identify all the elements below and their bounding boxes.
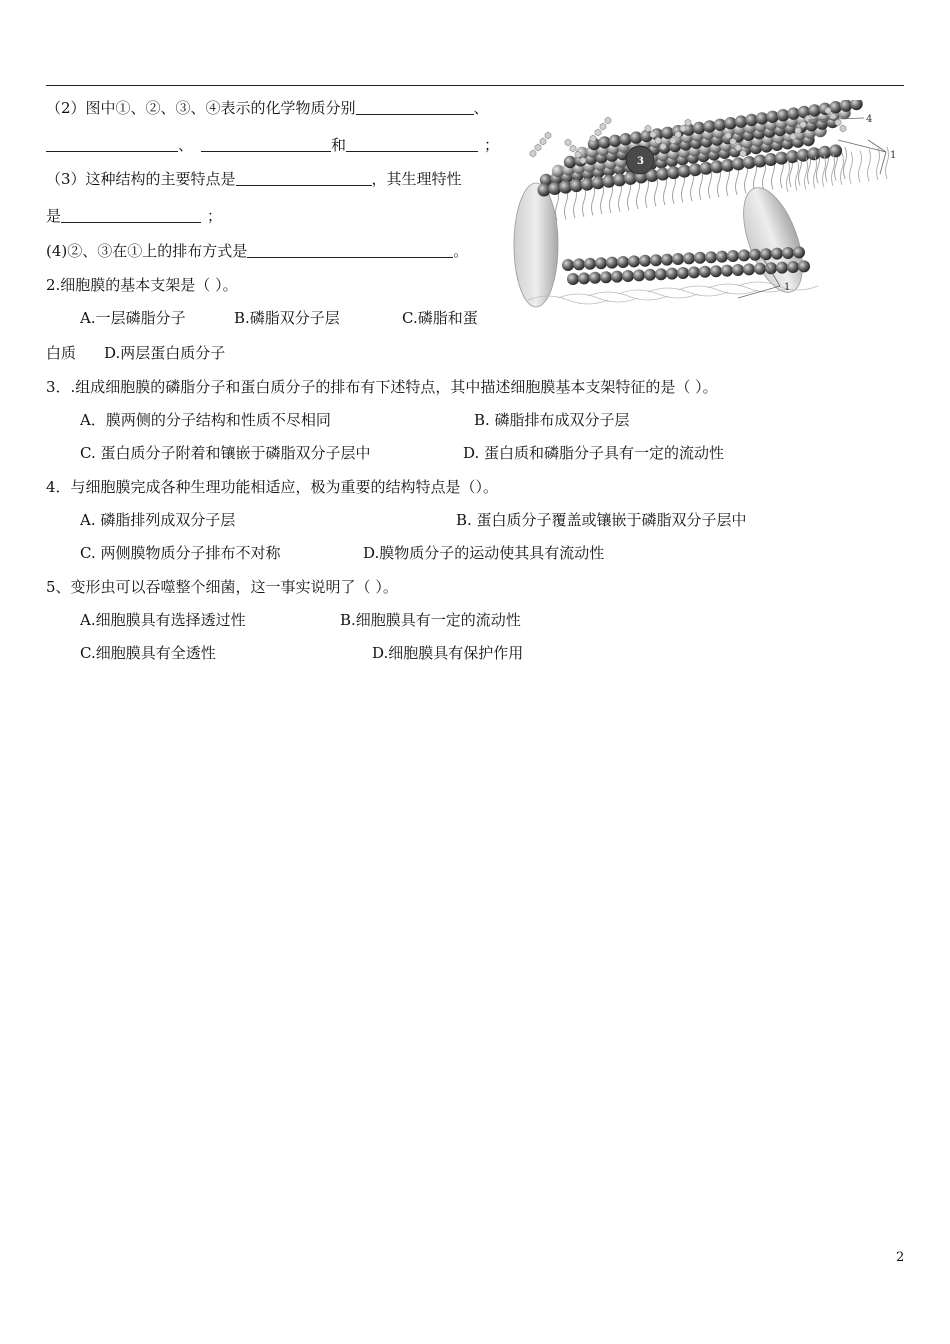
q1-part2-lead: （2）图中①、②、③、④表示的化学物质分别 — [46, 99, 356, 117]
q5-option-d: D.细胞膜具有保护作用 — [372, 644, 524, 662]
q3-option-c: C. 蛋白质分子附着和镶嵌于磷脂双分子层中 — [80, 444, 371, 462]
answer-blank-3[interactable] — [201, 136, 331, 152]
q3-stem: 3．.组成细胞膜的磷脂分子和蛋白质分子的排布有下述特点，其中描述细胞膜基本支架特征的是（ ）。 — [46, 378, 718, 396]
answer-blank-6[interactable] — [61, 207, 201, 223]
header-rule — [46, 85, 904, 86]
q1-part4-line — [46, 241, 468, 261]
q1-part3-line2 — [46, 206, 222, 226]
q1-part2-line2 — [46, 135, 499, 155]
membrane-bilayer — [514, 100, 889, 307]
q5-option-c: C.细胞膜具有全透性 — [80, 644, 216, 662]
q5-stem: 5、变形虫可以吞噬整个细菌，这一事实说明了（ ）。 — [46, 578, 398, 596]
answer-blank-1[interactable] — [356, 99, 474, 115]
q3-option-a: A．膜两侧的分子结构和性质不尽相同 — [80, 411, 331, 429]
cell-membrane-diagram — [508, 100, 910, 315]
q4-option-a: A. 磷脂排列成双分子层 — [80, 511, 236, 529]
q1-part4-end: 。 — [453, 242, 469, 260]
answer-blank-7[interactable] — [247, 242, 453, 258]
q1-part3-lead: （3）这种结构的主要特点是 — [46, 170, 236, 188]
answer-blank-2[interactable] — [46, 136, 178, 152]
figure-label-3: 3 — [637, 156, 644, 167]
figure-label-4: 4 — [866, 114, 873, 125]
q4-option-c: C. 两侧膜物质分子排布不对称 — [80, 544, 281, 562]
q1-part3-cont: 是 — [46, 207, 62, 225]
q1-part2-tail: 、 — [473, 99, 489, 117]
q4-option-b: B. 蛋白质分子覆盖或镶嵌于磷脂双分子层中 — [456, 511, 747, 529]
q1-part2-end: ； — [484, 136, 500, 154]
q4-option-d: D.膜物质分子的运动使其具有流动性 — [363, 544, 605, 562]
q2-option-d: D.两层蛋白质分子 — [104, 344, 226, 362]
q1-part3-line1 — [46, 169, 462, 189]
q1-part4-lead: (4)②、③在①上的排布方式是 — [46, 242, 248, 260]
q1-part2-sep1: 、 — [178, 136, 194, 154]
q2-option-b: B.磷脂双分子层 — [234, 309, 340, 327]
answer-blank-4[interactable] — [346, 136, 478, 152]
q2-option-a: A.一层磷脂分子 — [80, 309, 186, 327]
q1-part2-line1 — [46, 98, 489, 118]
q4-stem: 4．与细胞膜完成各种生理功能相适应，极为重要的结构特点是（）。 — [46, 478, 499, 496]
q2-option-c-part1: C.磷脂和蛋 — [402, 309, 478, 327]
q2-option-c-part2: 白质 — [46, 344, 77, 362]
q1-part3-mid: ，其生理特性 — [371, 170, 462, 188]
q1-part2-and: 和 — [331, 136, 347, 154]
answer-blank-5[interactable] — [236, 170, 372, 186]
q3-option-d: D. 蛋白质和磷脂分子具有一定的流动性 — [463, 444, 725, 462]
q5-option-a: A.细胞膜具有选择透过性 — [80, 611, 246, 629]
q3-option-b: B. 磷脂排布成双分子层 — [474, 411, 630, 429]
q1-part3-end: ； — [207, 207, 223, 225]
figure-label-1: 1 — [890, 150, 897, 161]
figure-label-1-lower: 1 — [784, 282, 791, 293]
q5-option-b: B.细胞膜具有一定的流动性 — [340, 611, 521, 629]
q2-stem: 2.细胞膜的基本支架是（ ）。 — [46, 276, 238, 294]
page-number: 2 — [896, 1250, 905, 1265]
